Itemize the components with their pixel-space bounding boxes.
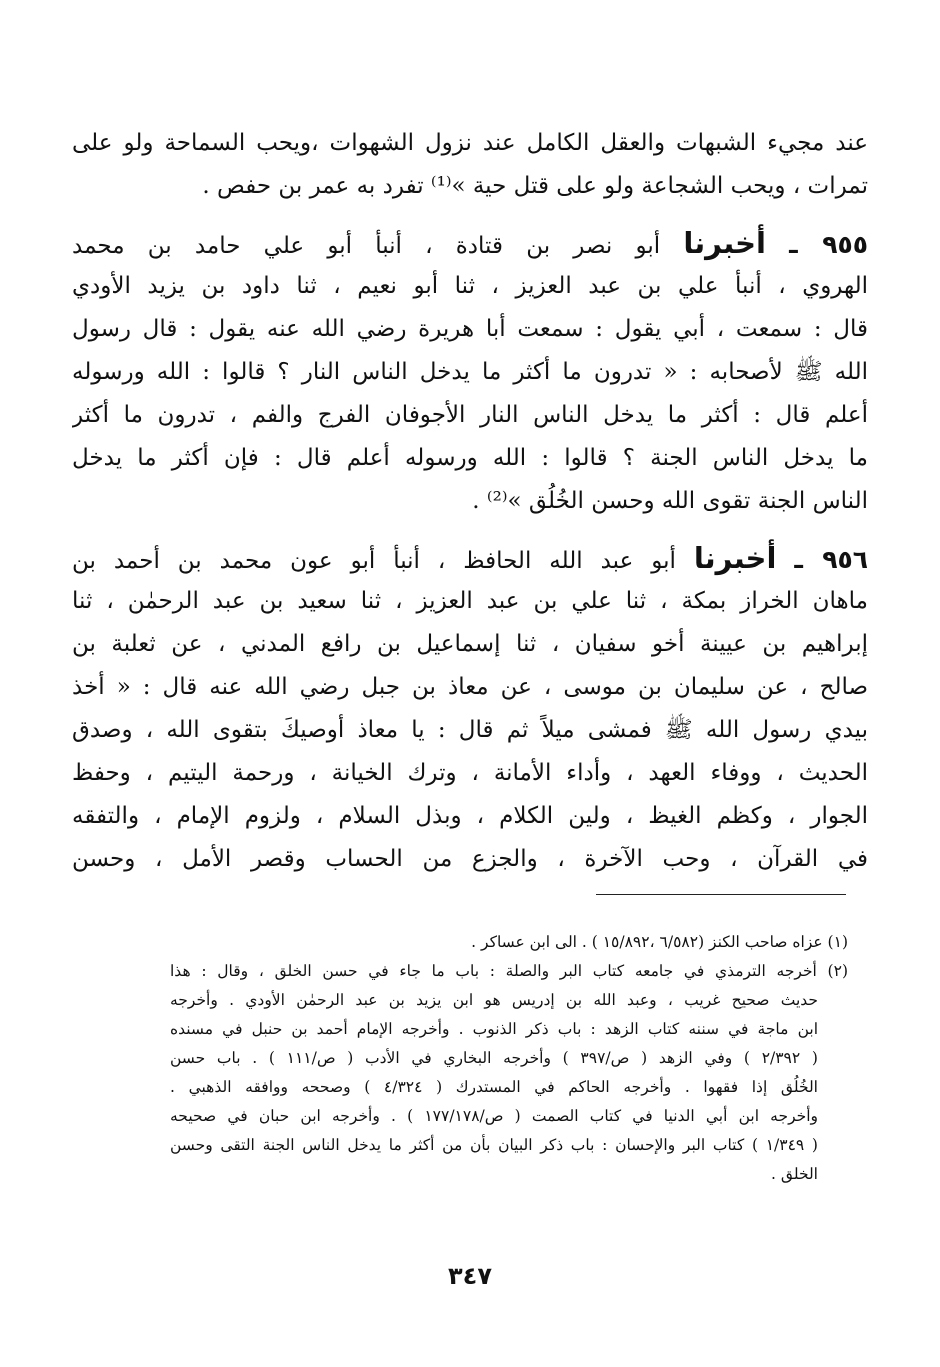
text-line: في القرآن ، وحب الآخرة ، والجزع من الحساب وقصر الأمل ، وحسن — [72, 846, 868, 872]
text-line: قال : سمعت ، أبي يقول : سمعت أبا هريرة رضي الله عنه يقول : قال رسول — [72, 316, 868, 342]
text-line: الناس الجنة تقوى الله وحسن الخُلُق »⁽²⁾ . — [472, 488, 868, 514]
footnote-2-line: ( ١/٣٤٩ ) كتاب البر والإحسان : باب ذكر البيان بأن من أكثر ما يدخل الناس الجنة التقى وحسن — [170, 1136, 818, 1154]
text-fragment: أبو نصر بن قتادة ، أنبأ أبو علي حامد بن محمد — [72, 233, 661, 259]
text-line: عند مجيء الشبهات والعقل الكامل عند نزول الشهوات ،ويحب السماحة ولو على — [72, 130, 868, 156]
footnote-2-line: ( ٢/٣٩٢ ) وفي الزهد ( ص/٣٩٧ ) وأخرجه البخاري في الأدب ( ص/١١١ ) . باب حسن — [170, 1049, 818, 1067]
text-line: ما يدخل الناس الجنة ؟ قالوا : الله ورسوله أعلم قال : فإن أكثر ما يدخل — [72, 445, 868, 471]
text-line: الهروي ، أنبأ علي بن عبد العزيز ، ثنا أبو نعيم ، ثنا داود بن يزيد الأودي — [72, 273, 868, 299]
page-number: ٣٤٧ — [448, 1262, 492, 1290]
footnote-2-line: الخُلُق إذا فقهوا . وأخرجه الحاكم في المستدرك ( ٤/٣٢٤ ) وصححه ووافقه الذهبي . — [170, 1078, 818, 1096]
hadith-keyword: أخبرنا — [693, 541, 777, 575]
text-line: تمرات ، ويحب الشجاعة ولو على قتل حية »⁽¹⁾ تفرد به عمر بن حفص . — [202, 173, 868, 199]
footnote-2-line: (٢) أخرجه الترمذي في جامعه كتاب البر والصلة : باب ما جاء في حسن الخلق ، وقال : هذا — [170, 962, 848, 980]
text-line: الجوار ، وكظم الغيظ ، ولين الكلام ، وبذل السلام ، ولزوم الإمام ، والتفقه — [72, 803, 868, 829]
hadith-956-heading-line — [72, 537, 868, 580]
text-fragment: أبو عبد الله الحافظ ، أنبأ أبو عون محمد بن أحمد بن — [72, 548, 676, 574]
footnotes — [170, 928, 848, 1189]
footnote-2-line: الخلق . — [771, 1165, 818, 1183]
hadith-keyword: أخبرنا — [683, 226, 766, 260]
hadith-number: ٩٥٦ ـ — [794, 545, 868, 574]
hadith-955-heading-line — [72, 222, 868, 265]
hadith-number: ٩٥٥ ـ — [789, 230, 868, 259]
footnote-2-line: حديث صحيح غريب ، وعبد الله بن إدريس هو ابن يزيد بن عبد الرحمٰن الأودي . وأخرجه — [170, 991, 818, 1009]
footnote-2-line: ابن ماجة في سننه كتاب الزهد : باب ذكر الذنوب . وأخرجه الإمام أحمد بن حنبل في مسنده — [170, 1020, 818, 1038]
text-line: صالح ، عن سليمان بن موسى ، عن معاذ بن جبل رضي الله عنه قال : « أخذ — [72, 674, 868, 700]
text-line: بيدي رسول الله ﷺ فمشى ميلاً ثم قال : يا معاذ أوصيكَ بتقوى الله ، وصدق — [72, 717, 868, 743]
text-line: الحديث ، ووفاء العهد ، وأداء الأمانة ، وترك الخيانة ، ورحمة اليتيم ، وحفظ — [72, 760, 868, 786]
footnote-1: (١) عزاه صاحب الكنز (٦/٥٨٢ ،١٥/٨٩٢ ) . الى ابن عساكر . — [471, 933, 848, 951]
footnote-separator — [596, 894, 846, 895]
footnote-2-line: وأخرجه ابن أبي الدنيا في كتاب الصمت ( ص/١٧٧/١٧٨ ) . وأخرجه ابن حبان في صحيحه — [170, 1107, 818, 1125]
text-line: إبراهيم بن عيينة أخو سفيان ، ثنا إسماعيل بن رافع المدني ، عن ثعلبة بن — [72, 631, 868, 657]
text-line: ماهان الخراز بمكة ، ثنا علي بن عبد العزيز ، ثنا سعيد بن عبد الرحمٰن ، ثنا — [72, 588, 868, 614]
main-text — [72, 122, 868, 881]
text-line: الله ﷺ لأصحابه : « تدرون ما أكثر ما يدخل الناس النار ؟ قالوا : الله ورسوله — [72, 359, 868, 385]
text-line: أعلم قال : أكثر ما يدخل الناس النار الأجوفان الفرج والفم ، تدرون ما أكثر — [72, 402, 868, 428]
